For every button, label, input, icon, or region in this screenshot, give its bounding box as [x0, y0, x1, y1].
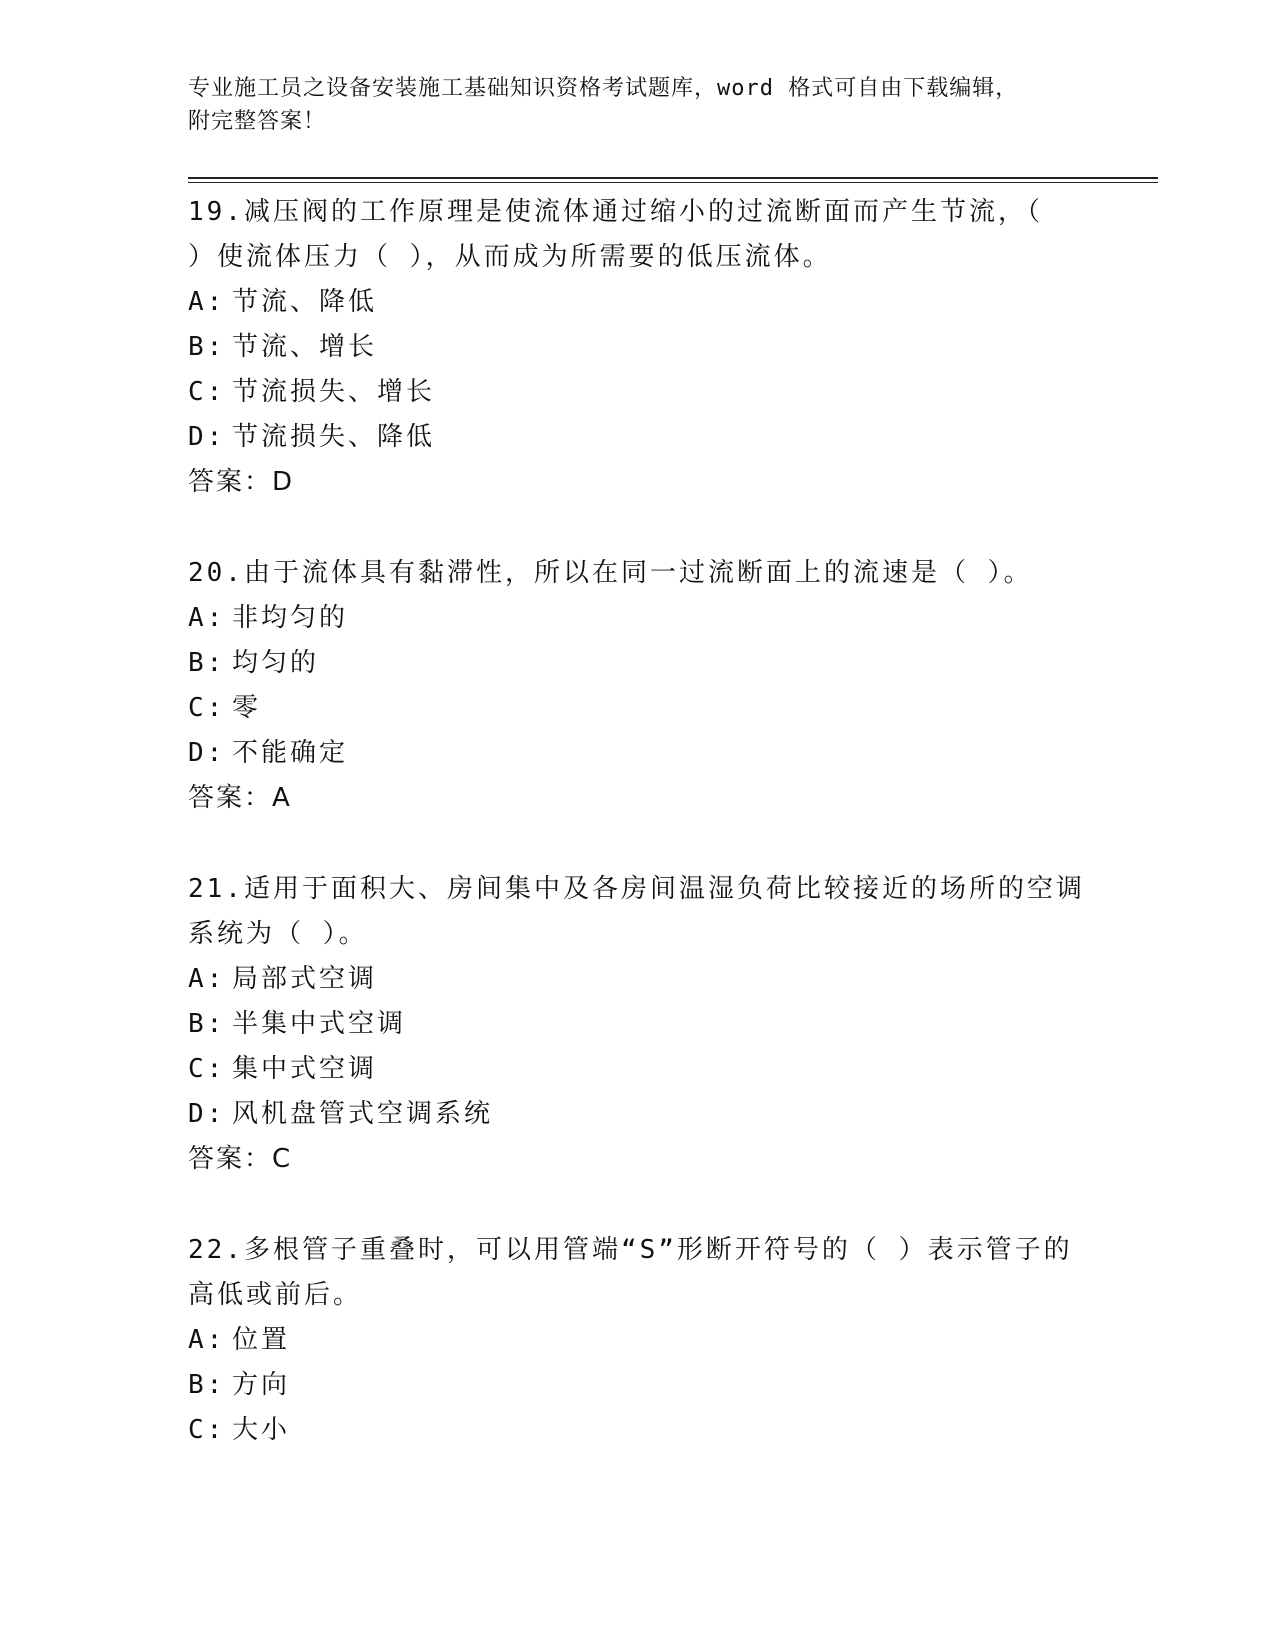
option-text: 均匀的: [232, 648, 320, 678]
option-text: 大小: [232, 1415, 291, 1445]
option-d: [188, 1092, 1088, 1137]
option-b: [188, 1002, 1088, 1047]
option-text: 节流、降低: [232, 287, 378, 317]
option-letter: B:: [188, 1009, 226, 1039]
option-b: [188, 641, 1088, 686]
option-letter: A:: [188, 287, 226, 317]
header-line-2: 附完整答案！: [188, 109, 327, 134]
answer-line: 答案：A: [188, 783, 292, 813]
option-text: 局部式空调: [232, 964, 378, 994]
option-text: 风机盘管式空调系统: [232, 1099, 494, 1129]
header-divider-thick: [188, 177, 1158, 179]
option-letter: D:: [188, 738, 226, 768]
option-a: [188, 596, 1088, 641]
option-c: [188, 1047, 1088, 1092]
option-letter: B:: [188, 1370, 226, 1400]
question-20: [188, 551, 1088, 821]
option-letter: C:: [188, 1415, 226, 1445]
option-b: [188, 325, 1088, 370]
question-stem-continued: ）使流体压力（ ），从而成为所需要的低压流体。: [188, 242, 832, 272]
answer-line: 答案：C: [188, 1144, 293, 1174]
option-letter: D:: [188, 1099, 226, 1129]
question-stem-continued: 高低或前后。: [188, 1280, 363, 1310]
option-text: 不能确定: [232, 738, 349, 768]
option-letter: C:: [188, 1054, 226, 1084]
option-letter: C:: [188, 693, 226, 723]
question-list: [188, 190, 1088, 1499]
option-c: [188, 370, 1088, 415]
option-text: 节流、增长: [232, 332, 378, 362]
option-text: 半集中式空调: [232, 1009, 407, 1039]
option-text: 节流损失、降低: [232, 422, 436, 452]
option-letter: D:: [188, 422, 226, 452]
option-b: [188, 1363, 1088, 1408]
question-stem: 19.减压阀的工作原理是使流体通过缩小的过流断面而产生节流，（: [188, 197, 1043, 227]
option-a: [188, 280, 1088, 325]
question-stem: 21.适用于面积大、房间集中及各房间温湿负荷比较接近的场所的空调: [188, 874, 1085, 904]
option-letter: A:: [188, 1325, 226, 1355]
question-stem-continued: 系统为（ ）。: [188, 919, 368, 949]
option-d: [188, 731, 1088, 776]
option-text: 方向: [232, 1370, 291, 1400]
option-c: [188, 1408, 1088, 1453]
question-21: [188, 867, 1088, 1182]
option-d: [188, 415, 1088, 460]
answer-line: 答案：D: [188, 467, 295, 497]
header-line-1: 专业施工员之设备安装施工基础知识资格考试题库，word 格式可自由下载编辑，: [188, 76, 1019, 101]
option-text: 位置: [232, 1325, 291, 1355]
option-text: 零: [232, 693, 262, 723]
question-22: [188, 1228, 1088, 1453]
option-a: [188, 957, 1088, 1002]
option-letter: A:: [188, 964, 226, 994]
option-letter: C:: [188, 377, 226, 407]
option-text: 集中式空调: [232, 1054, 378, 1084]
header-divider-thin: [188, 182, 1158, 183]
option-letter: B:: [188, 648, 226, 678]
question-stem: 20.由于流体具有黏滞性，所以在同一过流断面上的流速是（ ）。: [188, 558, 1033, 588]
document-header: [188, 72, 1088, 138]
option-letter: B:: [188, 332, 226, 362]
question-stem: 22.多根管子重叠时，可以用管端“S”形断开符号的（ ）表示管子的: [188, 1235, 1073, 1265]
option-c: [188, 686, 1088, 731]
option-text: 非均匀的: [232, 603, 349, 633]
option-a: [188, 1318, 1088, 1363]
question-19: [188, 190, 1088, 505]
option-text: 节流损失、增长: [232, 377, 436, 407]
option-letter: A:: [188, 603, 226, 633]
